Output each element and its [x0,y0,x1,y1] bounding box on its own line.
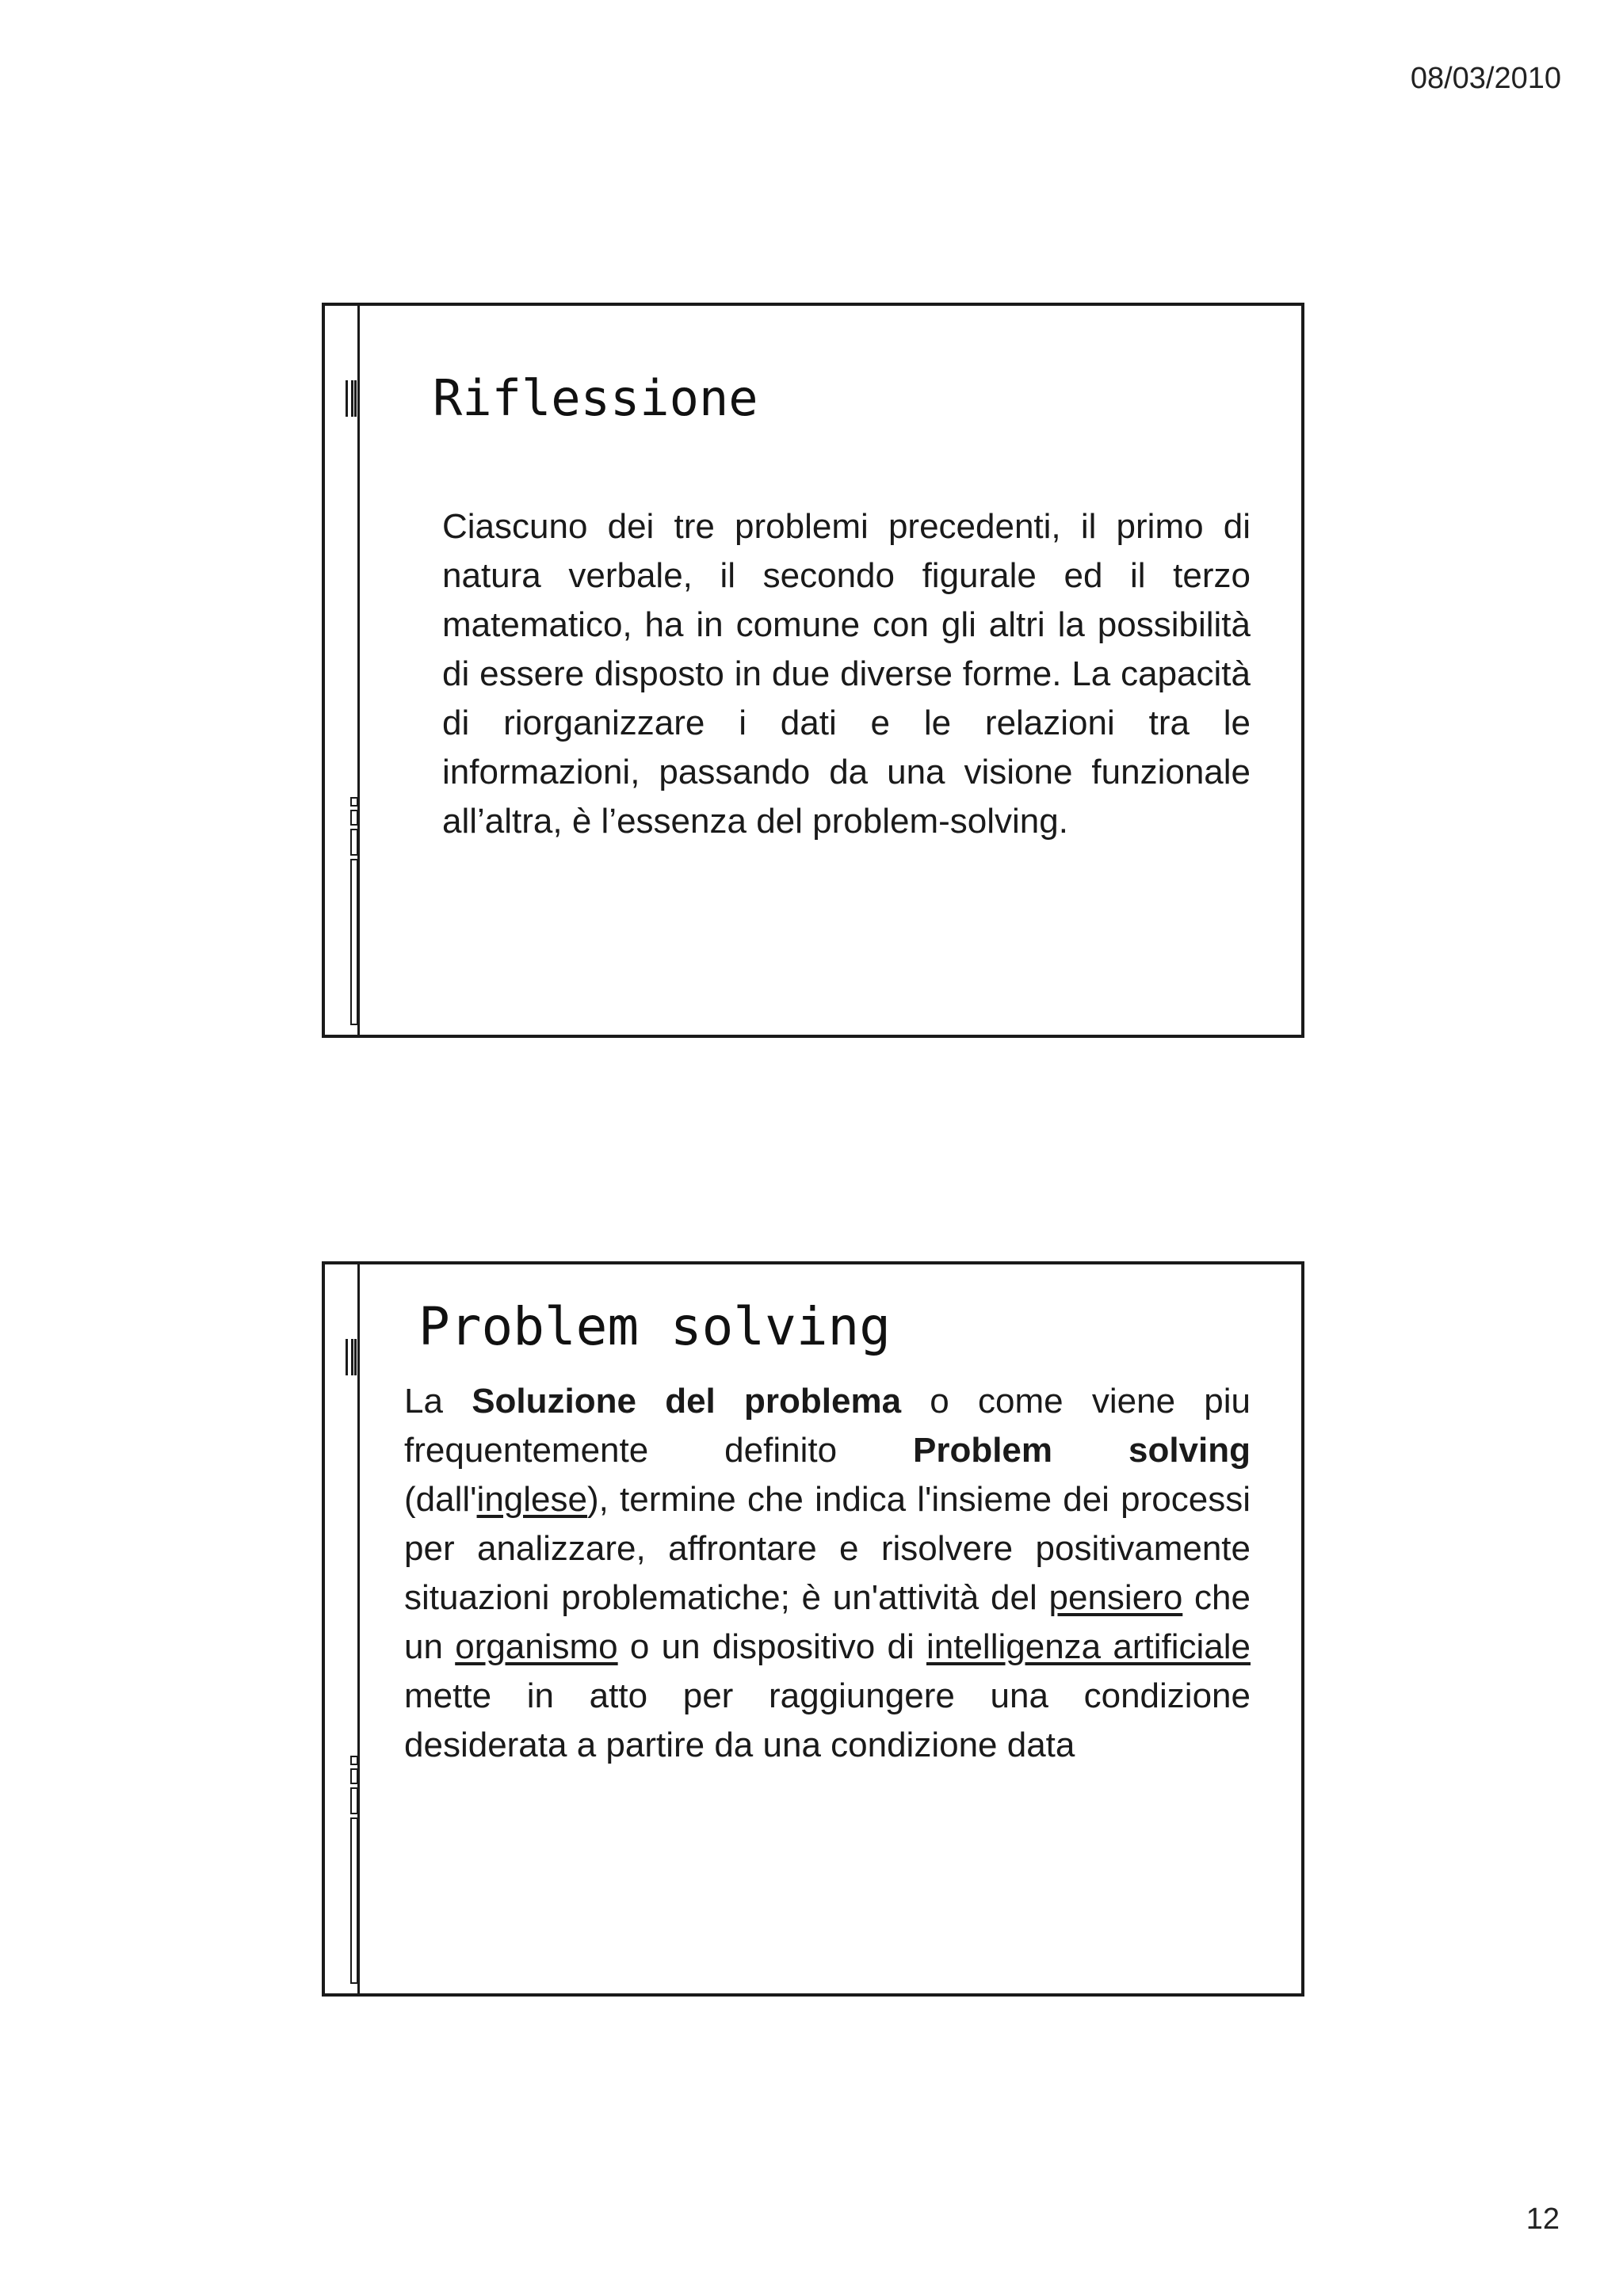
bold-term: Problem solving [912,1431,1251,1470]
link-organismo[interactable]: organismo [455,1627,618,1666]
bold-term: Soluzione del problema [472,1382,902,1421]
slide-title: Problem solving [418,1296,892,1357]
rail-square-icon [350,1756,358,1765]
rail-square-icon [350,810,358,826]
title-marker-icon [346,1339,357,1375]
page-number: 12 [1526,2203,1560,2236]
slide-title: Riflessione [433,369,758,427]
rail-bar-icon [350,1817,358,1984]
rail-square-icon [350,1787,358,1814]
slide-problem-solving [322,1261,1304,1997]
slide-side-rail [325,306,360,1035]
slide-body-text: Ciascuno dei tre problemi precedenti, il primo di natura verbale, il secondo figurale ed il terzo matematico, ha in comune con gli altri la possibilità di essere disposto in due diverse forme. La capacità di riorganizzare i dati e le relazioni tra le informazioni, passando da una visione funzionale all’altra, è l’essenza del problem-solving. [442,507,1251,841]
rail-square-icon [350,797,358,807]
link-intelligenza-artificiale[interactable]: intelligenza artificiale [926,1627,1251,1666]
slide-body-text: La Soluzione del problema o come viene piu frequentemente definito Problem solving (dall'inglese), termine che indica l'insieme dei processi per analizzare, affrontare e risolvere positivamente situazioni problematiche; è un'attività del pensiero che un organismo o un dispositivo di intelligenza artificiale mette in atto per raggiungere una condizione desiderata a partire da una condizione data [404,1382,1251,1764]
link-pensiero[interactable]: pensiero [1048,1578,1183,1617]
page-date: 08/03/2010 [1410,62,1561,95]
slide-riflessione [322,303,1304,1038]
slide-side-rail [325,1264,360,1993]
rail-bar-icon [350,859,358,1025]
link-inglese[interactable]: inglese [476,1480,587,1519]
rail-square-icon [350,1768,358,1784]
title-marker-icon [346,380,357,417]
rail-square-icon [350,829,358,856]
